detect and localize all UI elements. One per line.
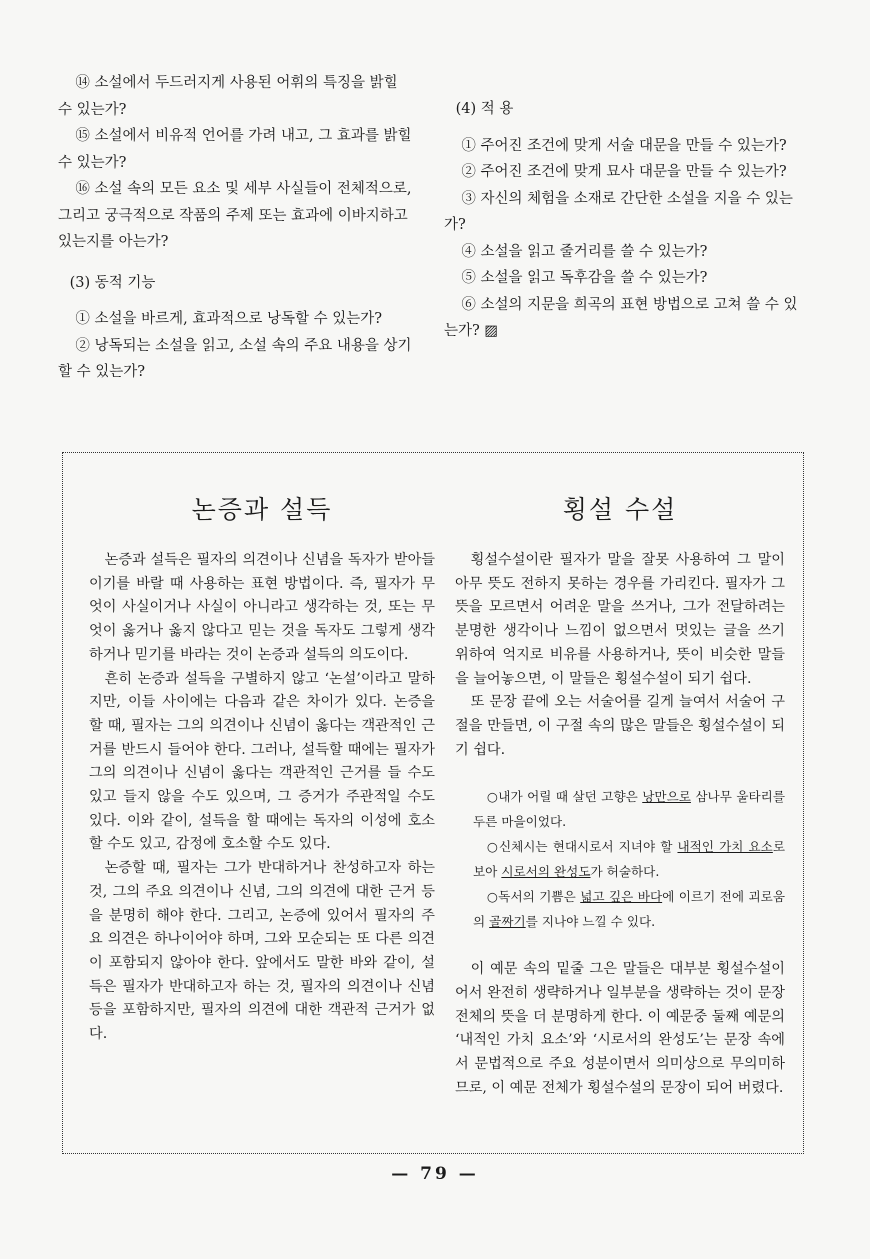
list-item: ② 주어진 조건에 맞게 묘사 대문을 만들 수 있는가? <box>461 164 787 180</box>
top-right-column <box>444 88 800 345</box>
dotted-box <box>62 452 804 1154</box>
list-item: ⑤ 소설을 읽고 독후감을 쓸 수 있는가? <box>461 270 708 286</box>
list-item: ③ 자신의 체험을 소재로 간단한 소설을 지을 수 있는가? <box>444 190 793 233</box>
paragraph: 논증과 설득은 필자의 의견이나 신념을 독자가 받아들이기를 바랄 때 사용하는 표현 방법이다. 즉, 필자가 무엇이 사실이거나 사실이 아니라고 생각하는 것, 또는 무엇이 옳거나 옳지 않다고 믿는 것을 독자도 그렇게 생각하거나 믿기를 바라는 것이 논증과 설득의 의도이다. <box>89 552 435 663</box>
paragraph: 횡설수설이란 필자가 말을 잘못 사용하여 그 말이 아무 뜻도 전하지 못하는 경우를 가리킨다. 필자가 그 뜻을 모르면서 어려운 말을 쓰거나, 그가 전달하려는 분명한 생각이나 느낌이 없으면서 멋있는 글을 쓰기 위하여 억지로 비유를 사용하거나, 뜻이 비슷한 말들을 늘어놓으면, 이 말들은 횡설수설이 되기 쉽다. <box>455 552 785 687</box>
example-sentence: ○내가 어릴 때 살던 고향은 낭만으로 삼나무 울타리를 두른 마을이었다. <box>473 789 785 830</box>
list-item: ① 소설을 바르게, 효과적으로 낭독할 수 있는가? <box>75 311 383 327</box>
list-item: ⑥ 소설의 지문을 희곡의 표현 방법으로 고쳐 쓸 수 있는가? ▨ <box>444 296 798 339</box>
paragraph: 이 예문 속의 밑줄 그은 말들은 대부분 횡설수설이어서 완전히 생략하거나 일부분을 생략하는 것이 문장 전체의 뜻을 더 분명하게 한다. 이 예문중 둘째 예문의 ‘내적인 가치 요소’와 ‘시로서의 완성도’는 문장 속에서 문법적으로 주요 성분이면서 의미상으로 무의미하므로, 이 예문 전체가 횡설수설의 문장이 되어 버렸다. <box>455 961 785 1096</box>
example-sentence: ○신체시는 현대시로서 지녀야 할 내적인 가치 요소로 보아 시로서의 완성도가 허술하다. <box>473 839 786 880</box>
list-item: ④ 소설을 읽고 줄거리를 쓸 수 있는가? <box>461 243 708 260</box>
example-list <box>473 784 785 934</box>
section-heading: (4) 적 용 <box>455 101 514 117</box>
paragraph: 논증할 때, 필자는 그가 반대하거나 찬성하고자 하는 것, 그의 주요 의견이나 신념, 그의 의견에 대한 근거 등을 분명히 해야 한다. 그리고, 논증에 있어서 필자의 주요 의견은 하나이어야 하며, 그와 모순되는 또 다른 의견이 포함되지 않아야 한다. 앞에서도 말한 바와 같이, 설득은 필자가 반대하고자 하는 것, 필자의 의견이나 신념 등을 포함하지만, 필자의 의견에 대한 객관적 근거가 없다. <box>89 860 435 1043</box>
box-left-column <box>89 485 435 1047</box>
list-item: ① 주어진 조건에 맞게 서술 대문을 만들 수 있는가? <box>461 137 787 154</box>
box-right-column <box>455 485 785 1101</box>
section-heading: (3) 동적 기능 <box>69 274 156 291</box>
list-item: ② 낭독되는 소설을 읽고, 소설 속의 주요 내용을 상기할 수 있는가? <box>58 337 412 380</box>
paragraph: 흔히 논증과 설득을 구별하지 않고 ‘논설’이라고 말하지만, 이들 사이에는 다음과 같은 차이가 있다. 논증을 할 때, 필자는 그의 의견이나 신념이 옳다는 객관적인 근거를 반드시 들어야 한다. 그러나, 설득할 때에는 필자가 그의 의견이나 신념이 옳다는 객관적인 근거를 들 수도 있고 들지 않을 수도 있으며, 그 증거가 주관적일 수도 있다. 이와 같이, 설득을 할 때에는 독자의 이성에 호소할 수도 있고, 감정에 호소할 수도 있다. <box>89 670 435 853</box>
list-item: ⑯ 소설 속의 모든 요소 및 세부 사실들이 전체적으로, 그리고 궁극적으로 작품의 주제 또는 효과에 이바지하고 있는지를 아는가? <box>58 181 412 250</box>
list-item: ⑭ 소설에서 두드러지게 사용된 어휘의 특징을 밝힐 수 있는가? <box>58 75 398 118</box>
example-sentence: ○독서의 기쁨은 넓고 깊은 바다에 이르기 전에 괴로움의 골짜기를 지나야 느낄 수 있다. <box>473 889 786 930</box>
paragraph: 또 문장 끝에 오는 서술어를 길게 늘여서 서술어 구절을 만들면, 이 구절 속의 많은 말들은 횡설수설이 되기 쉽다. <box>455 694 785 758</box>
list-item: ⑮ 소설에서 비유적 언어를 가려 내고, 그 효과를 밝힐 수 있는가? <box>58 128 412 171</box>
box-title: 논증과 설득 <box>191 495 333 524</box>
top-left-column <box>58 70 413 386</box>
box-title: 횡설 수설 <box>562 495 678 524</box>
page-number: — 79 — <box>391 1164 479 1184</box>
